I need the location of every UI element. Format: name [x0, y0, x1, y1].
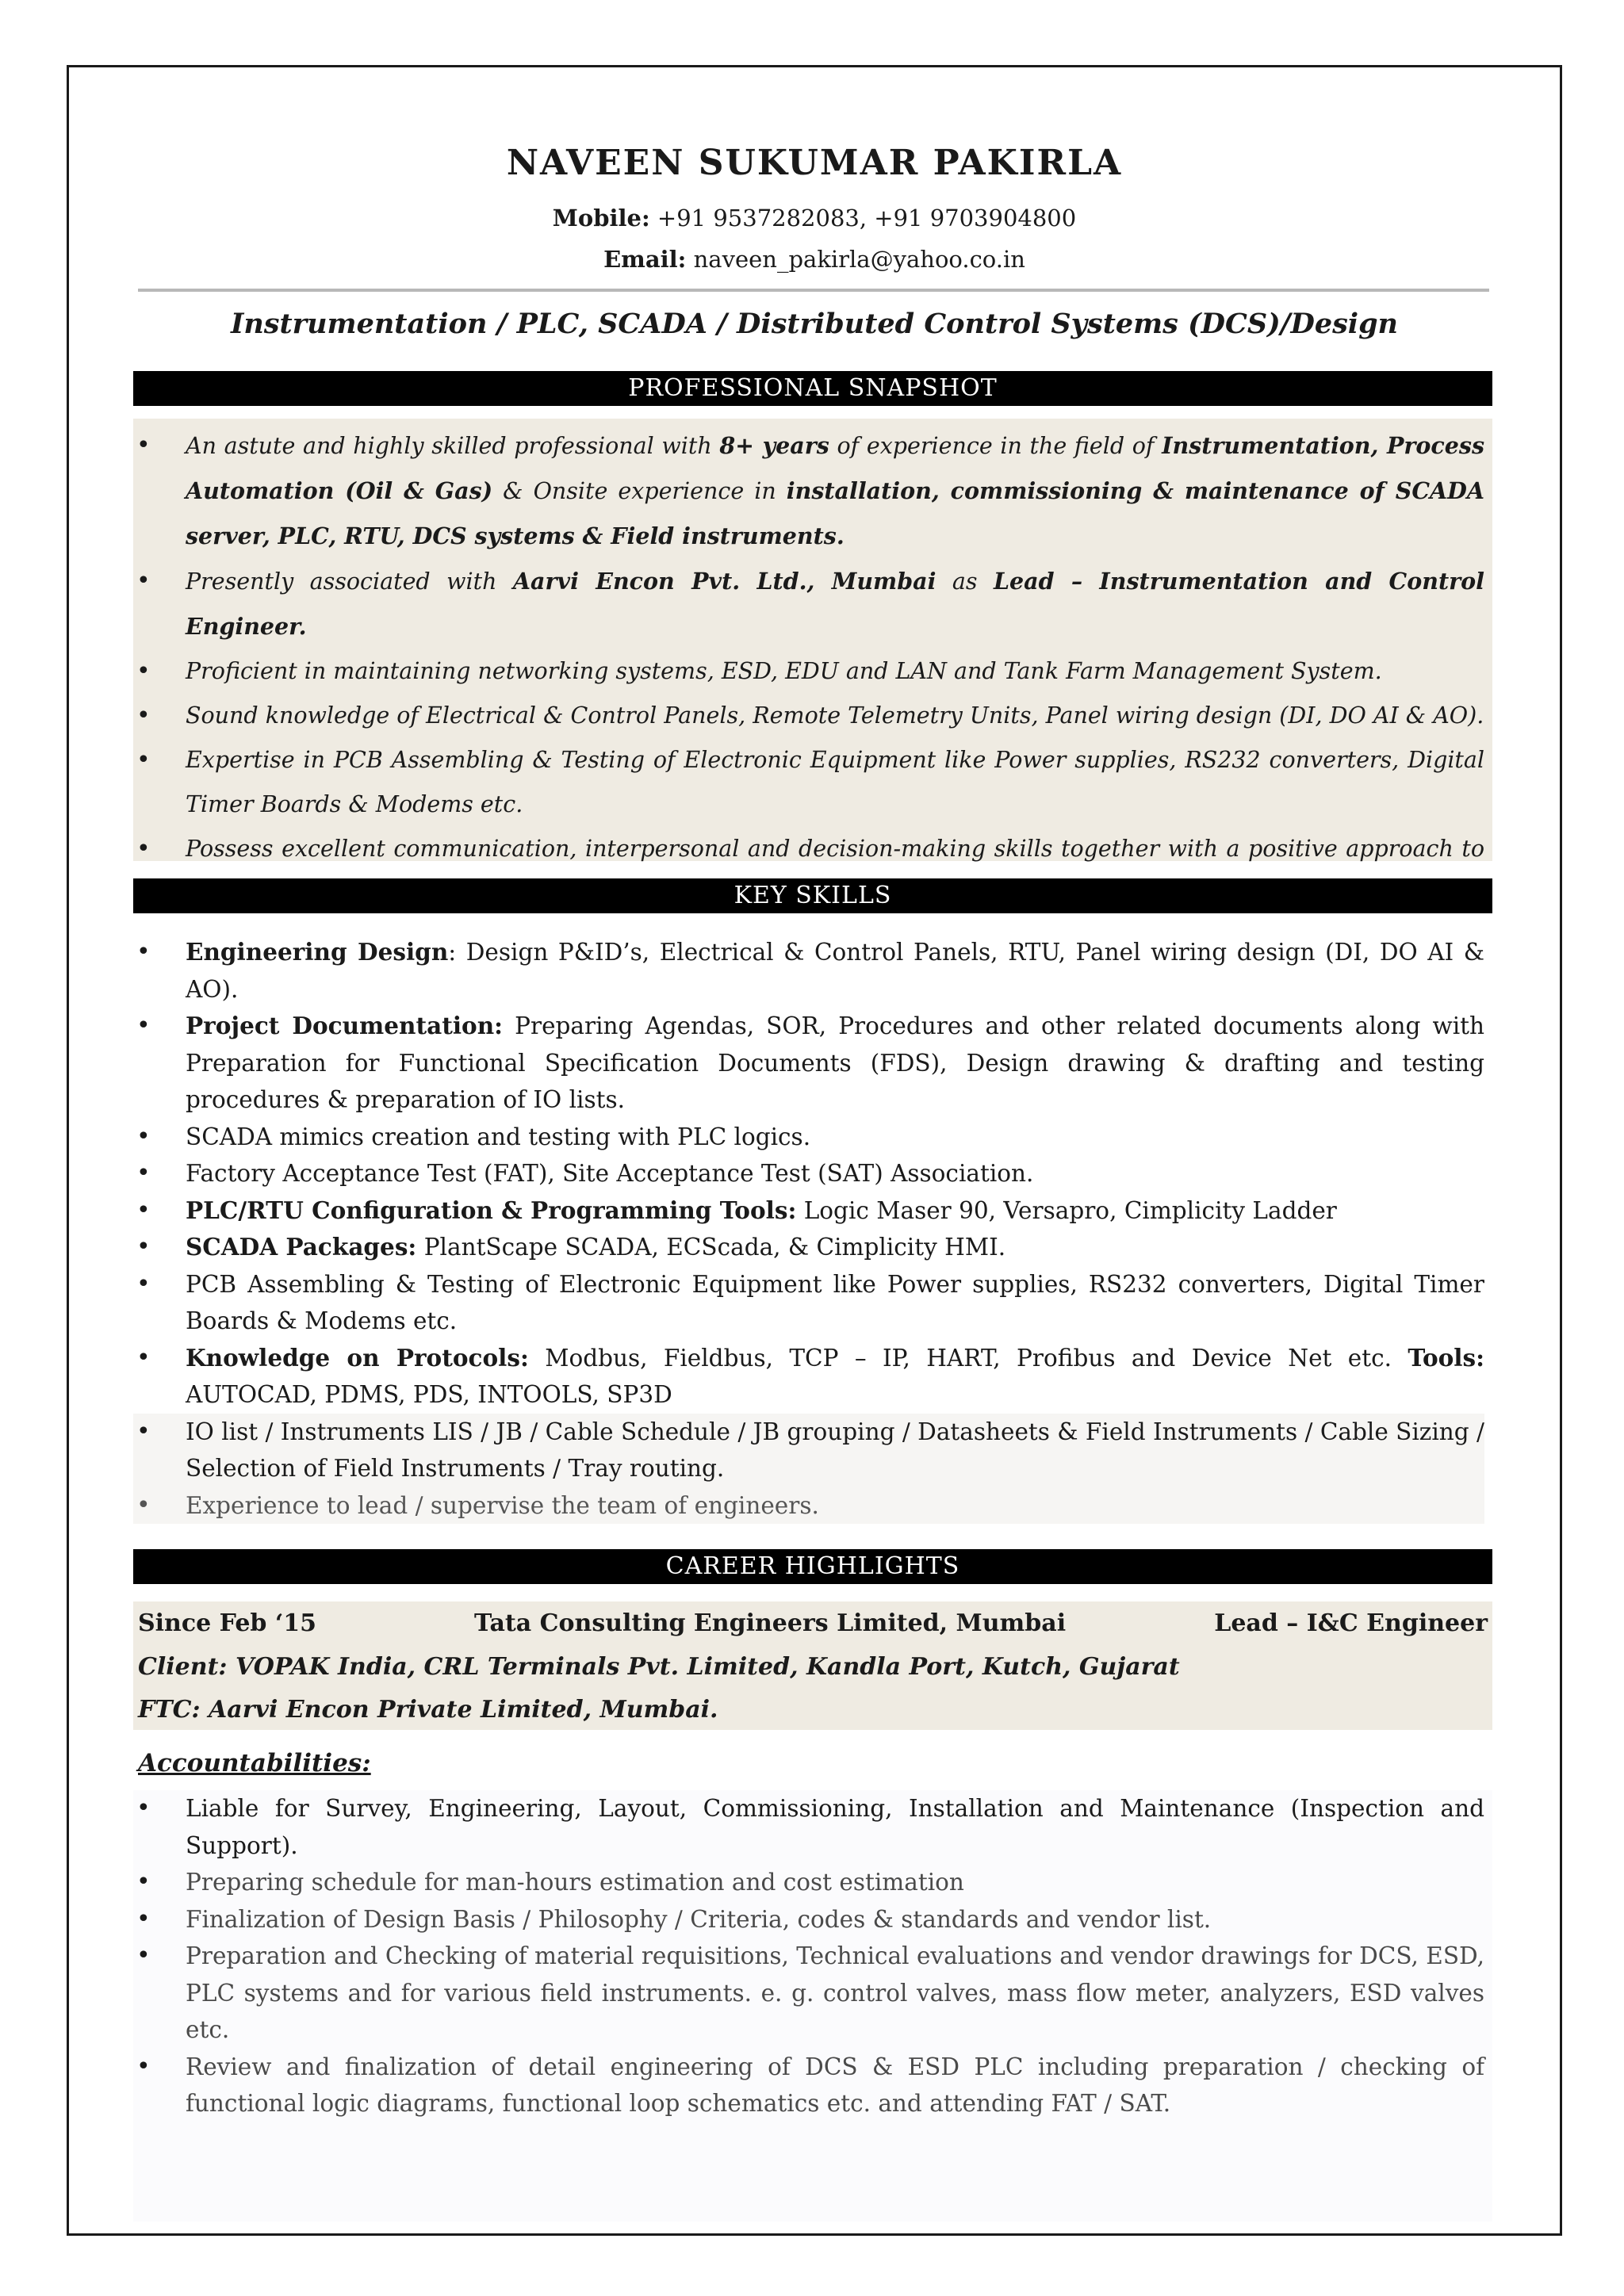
- snapshot-bold: Instrumentation, Process Automation (Oil & Gas): [186, 432, 1484, 504]
- mobile-line: [67, 197, 1562, 239]
- career-role: Lead – I&C Engineer: [1214, 1609, 1488, 1637]
- resume-header: [67, 143, 1562, 280]
- skill-text: AUTOCAD, PDMS, PDS, INTOOLS, SP3D: [186, 1381, 672, 1408]
- career-entry-row: [133, 1601, 1492, 1646]
- skill-item: • Experience to lead / supervise the team of engineers.: [133, 1487, 1484, 1525]
- skill-heading: PLC/RTU Configuration & Programming Tools:: [186, 1196, 797, 1224]
- mobile-value: +91 9537282083, +91 9703904800: [649, 205, 1077, 232]
- skill-heading: Tools:: [1408, 1343, 1484, 1372]
- skill-text: Logic Maser 90, Versapro, Cimplicity Ladder: [796, 1196, 1337, 1224]
- snapshot-text: of experience in the field of: [829, 433, 1162, 459]
- contact-block: [67, 197, 1562, 280]
- career-entry-header: [133, 1601, 1492, 1730]
- email-label: Email:: [603, 246, 687, 273]
- skill-heading: Engineering Design: [186, 938, 449, 966]
- snapshot-list: [133, 419, 1492, 916]
- snapshot-bold: Aarvi Encon Pvt. Ltd., Mumbai: [512, 568, 936, 595]
- professional-headline: Instrumentation / PLC, SCADA / Distributed Control Systems (DCS)/Design: [230, 308, 1399, 340]
- skill-item: [133, 1192, 1484, 1230]
- accountability-item: • Liable for Survey, Engineering, Layout, Commissioning, Installation and Maintenance (Inspection and Support).: [133, 1790, 1484, 1864]
- section-title-career: CAREER HIGHLIGHTS: [133, 1549, 1492, 1584]
- career-company: Tata Consulting Engineers Limited, Mumbai: [474, 1609, 1067, 1637]
- snapshot-bold: 8+ years: [719, 432, 829, 459]
- accountability-item: • Review and finalization of detail engineering of DCS & ESD PLC including preparation / checking of functional logic diagrams, functional loop schematics etc. and attending FAT / SAT.: [133, 2049, 1484, 2122]
- snapshot-bold: Lead – Instrumentation and Control Engineer.: [186, 568, 1484, 640]
- skill-heading: SCADA Packages:: [186, 1233, 417, 1261]
- skill-item: • PCB Assembling & Testing of Electronic Equipment like Power supplies, RS232 converters, Digital Timer Boards & Modems etc.: [133, 1266, 1484, 1340]
- email-value: naveen_pakirla@yahoo.co.in: [686, 246, 1025, 273]
- snapshot-text: & Onsite experience in: [492, 478, 787, 504]
- snapshot-text: Presently associated with: [186, 568, 513, 595]
- snapshot-item: [133, 423, 1484, 559]
- section-title-snapshot: PROFESSIONAL SNAPSHOT: [133, 371, 1492, 406]
- skill-item: [133, 934, 1484, 1008]
- snapshot-item: [133, 559, 1484, 649]
- skill-item: [133, 1229, 1484, 1266]
- career-client: Client: VOPAK India, CRL Terminals Pvt. Limited, Kandla Port, Kutch, Gujarat: [138, 1653, 1180, 1681]
- skill-item: • SCADA mimics creation and testing with PLC logics.: [133, 1119, 1484, 1156]
- snapshot-text: An astute and highly skilled professional with: [186, 433, 720, 459]
- candidate-name: NAVEEN SUKUMAR PAKIRLA: [506, 143, 1123, 183]
- snapshot-text: as: [936, 568, 994, 595]
- skill-item: • IO list / Instruments LIS / JB / Cable Schedule / JB grouping / Datasheets & Field Instruments / Cable Sizing / Selection of Field Instruments / Tray routing.: [133, 1414, 1484, 1487]
- skill-item: [133, 1340, 1484, 1414]
- snapshot-item: • Possess excellent communication, interpersonal and decision-making skills together with a positive approach to: [133, 827, 1484, 916]
- mobile-label: Mobile:: [552, 205, 650, 232]
- skill-heading: Knowledge on Protocols:: [186, 1343, 529, 1372]
- key-skills-section: [133, 934, 1492, 1524]
- snapshot-item: • Sound knowledge of Electrical & Control Panels, Remote Telemetry Units, Panel wiring design (DI, DO AI & AO).: [133, 694, 1484, 738]
- skill-heading: Project Documentation:: [186, 1012, 504, 1039]
- skill-text: Preparing Agendas, SOR, Procedures and other related documents along with Preparation for Functional Specification Documents (FDS), Design drawing & drafting and testing procedures & preparation of IO lists.: [186, 1012, 1485, 1113]
- snapshot-item: • Expertise in PCB Assembling & Testing of Electronic Equipment like Power supplies, RS232 converters, Digital Timer Boards & Modems etc.: [133, 738, 1484, 827]
- skill-item: • Factory Acceptance Test (FAT), Site Acceptance Test (SAT) Association.: [133, 1155, 1484, 1192]
- accountabilities-list: [133, 1790, 1492, 2122]
- snapshot-item: • Proficient in maintaining networking systems, ESD, EDU and LAN and Tank Farm Management System.: [133, 649, 1484, 694]
- email-line: [67, 239, 1562, 280]
- skill-item: [133, 1008, 1484, 1119]
- skill-text: Modbus, Fieldbus, TCP – IP, HART, Profibus and Device Net etc.: [528, 1344, 1408, 1372]
- accountability-item: • Finalization of Design Basis / Philosophy / Criteria, codes & standards and vendor list.: [133, 1901, 1484, 1938]
- accountability-item: • Preparing schedule for man-hours estimation and cost estimation: [133, 1864, 1484, 1901]
- career-period: Since Feb ‘15: [138, 1609, 317, 1637]
- career-ftc: FTC: Aarvi Encon Private Limited, Mumbai.: [138, 1696, 718, 1724]
- accountabilities-section: [133, 1790, 1492, 2221]
- snapshot-section: [133, 419, 1492, 861]
- accountability-item: • Preparation and Checking of material requisitions, Technical evaluations and vendor drawings for DCS, ESD, PLC systems and for various field instruments. e. g. control valves, mass flow meter, analyzers, ESD valves etc.: [133, 1938, 1484, 2049]
- skill-text: PlantScape SCADA, ECScada, & Cimplicity HMI.: [416, 1234, 1006, 1261]
- accountabilities-title: Accountabilities:: [138, 1749, 371, 1777]
- skills-list: [133, 934, 1492, 1524]
- section-title-key-skills: KEY SKILLS: [133, 878, 1492, 913]
- header-divider: [138, 289, 1489, 292]
- snapshot-bold: installation, commissioning & maintenance of SCADA server, PLC, RTU, DCS systems & Field instruments.: [186, 477, 1484, 549]
- skill-text: : Design P&ID’s, Electrical & Control Panels, RTU, Panel wiring design (DI, DO AI & AO).: [186, 939, 1484, 1003]
